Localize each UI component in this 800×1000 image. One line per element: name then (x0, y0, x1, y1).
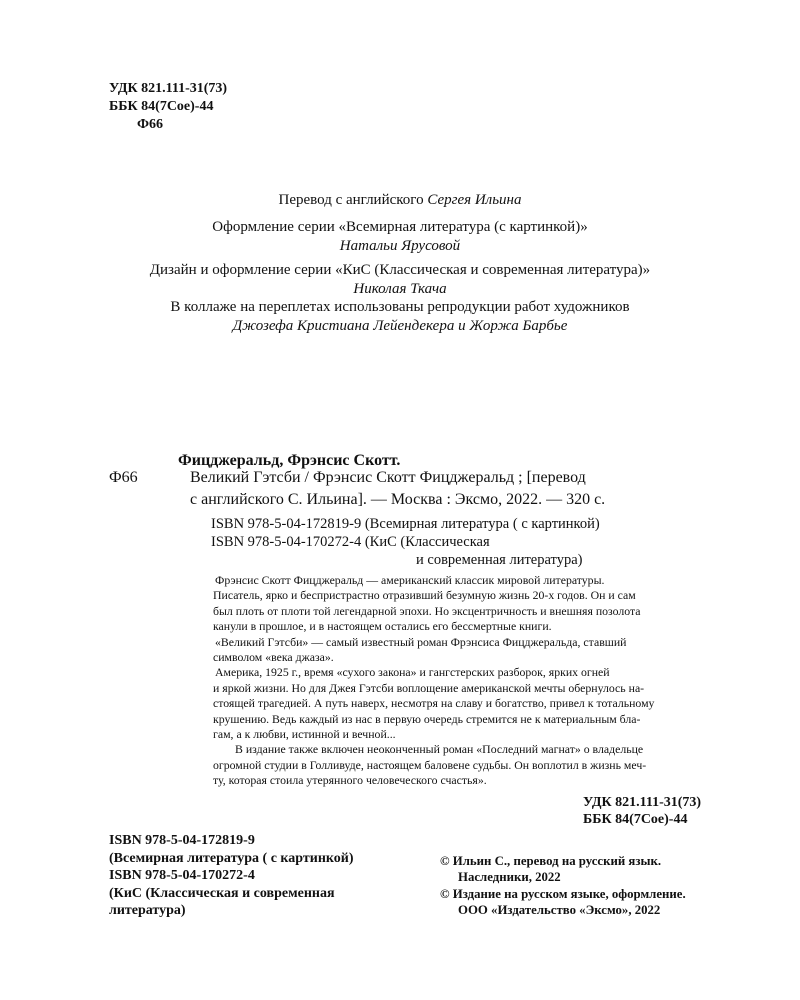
card-author: Фицджеральд, Фрэнсис Скотт. (178, 452, 401, 469)
copyright-line4: ООО «Издательство «Эксмо», 2022 (458, 903, 661, 917)
annotation-line: Америка, 1925 г., время «сухого закона» и гангстерских разборок, ярких огней (215, 665, 610, 680)
card-isbn2-line2: и современная литература) (416, 552, 583, 568)
copyright-line1: © Ильин С., перевод на русский язык. (440, 854, 662, 868)
isbn-block-line1: ISBN 978-5-04-172819-9 (109, 833, 255, 848)
series1-designer: Натальи Ярусовой (339, 238, 461, 254)
annotation-line: Писатель, ярко и беспристрастно отразивший безумную жизнь 20-х годов. Он и сам (213, 588, 636, 603)
author-mark: Ф66 (137, 117, 164, 132)
annotation-line: «Великий Гэтсби» — самый известный роман Фрэнсиса Фицджеральда, ставший (215, 634, 627, 649)
collage-line: В коллаже на переплетах использованы репродукции работ художников (170, 299, 630, 315)
annotation-line: крушению. Ведь каждый из нас в первую очередь стремится не к материальным бла- (213, 711, 641, 726)
bbk-code: ББК 84(7Сое)-44 (109, 99, 214, 114)
translation-prefix: Перевод с английского (278, 192, 428, 208)
series2-designer: Николая Ткача (353, 281, 447, 297)
series1-credit (60, 218, 740, 256)
translation-credit (60, 191, 740, 210)
copyright-line2: Наследники, 2022 (458, 870, 561, 884)
copyright-line3: © Издание на русском языке, оформление. (440, 887, 686, 901)
collage-artists: Джозефа Кристиана Лейендекера и Жоржа Барбье (232, 318, 568, 334)
annotation-line: огромной студии в Голливуде, настоящем баловене судьбы. Он воплотил в жизнь меч- (213, 757, 647, 772)
annotation-line: был плоть от плоти той легендарной эпохи. Но эксцентричность и внешняя позолота (213, 603, 641, 618)
bottom-udk-code: УДК 821.111-31(73) (583, 795, 702, 810)
annotation-line: канули в прошлое, и в настоящем остались его бессмертные книги. (213, 619, 552, 634)
collage-credit (60, 298, 740, 336)
annotation (213, 573, 719, 789)
udk-code: УДК 821.111-31(73) (109, 81, 228, 96)
translator-name: Сергея Ильина (427, 192, 522, 208)
card-isbn1: ISBN 978-5-04-172819-9 (Всемирная литература ( с картинкой) (211, 516, 600, 532)
card-title-line1: Великий Гэтсби / Фрэнсис Скотт Фицджеральд ; [перевод (190, 469, 586, 486)
isbn-block-line4: (КиС (Классическая и современная (109, 886, 335, 901)
isbn-block-line2: (Всемирная литература ( с картинкой) (109, 851, 354, 866)
series2-credit (60, 261, 740, 299)
annotation-line: гам, а к любви, истинной и вечной... (213, 727, 396, 742)
isbn-block-line5: литература) (109, 903, 186, 918)
series1-line: Оформление серии «Всемирная литература (с картинкой)» (212, 219, 588, 235)
card-title-line2: с английского С. Ильина]. — Москва : Эксмо, 2022. — 320 с. (190, 491, 606, 508)
annotation-line: Фрэнсис Скотт Фицджеральд — американский классик мировой литературы. (215, 573, 605, 587)
card-isbn2-line1: ISBN 978-5-04-170272-4 (КиС (Классическая (211, 534, 490, 550)
annotation-line: символом «века джаза». (213, 650, 334, 665)
card-code: Ф66 (109, 469, 138, 486)
annotation-line: стоящей трагедией. А путь наверх, несмотря на славу и богатство, привел к тотальному (213, 696, 655, 711)
bottom-bbk-code: ББК 84(7Сое)-44 (583, 812, 688, 827)
isbn-block-line3: ISBN 978-5-04-170272-4 (109, 868, 255, 883)
series2-line: Дизайн и оформление серии «КиС (Классическая и современная литература)» (149, 262, 651, 278)
annotation-line: В издание также включен неоконченный роман «Последний магнат» о владельце (235, 742, 644, 757)
annotation-line: и яркой жизни. Но для Джея Гэтсби воплощение американской мечты обернулось на- (213, 680, 645, 695)
annotation-line: ту, которая стоила утерянного человеческого счастья». (213, 773, 487, 788)
